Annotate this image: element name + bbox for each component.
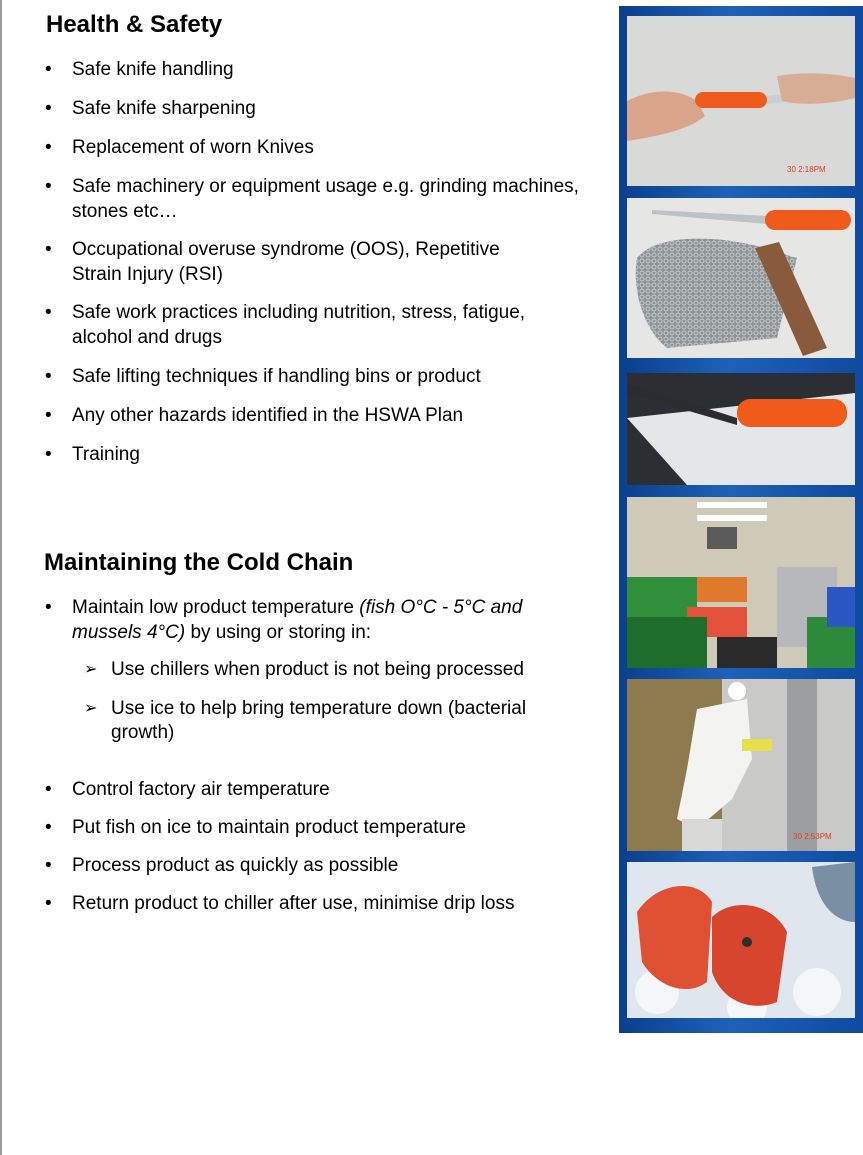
- list-item: • Occupational overuse syndrome (OOS), Repetitive Strain Injury (RSI): [45, 237, 542, 287]
- intro-text: Maintain low product temperature: [72, 597, 360, 618]
- cold-chain-intro: [45, 595, 590, 645]
- knife-on-board-photo: [627, 373, 855, 485]
- photo-timestamp: 30 2:53PM: [793, 832, 832, 841]
- sub-list-item: ➢ Use ice to help bring temperature down (bacterial growth): [84, 697, 564, 745]
- cold-chain-sublist: [84, 658, 564, 745]
- list-item: • Safe knife handling: [45, 57, 620, 82]
- photo-panel: [619, 6, 863, 1033]
- health-safety-heading: Health & Safety: [46, 11, 223, 38]
- temperature-range: (fish O°C - 5°C and mussels 4°C): [72, 597, 523, 643]
- list-item: • Any other hazards identified in the HSWA Plan: [45, 403, 620, 428]
- cold-chain-heading: Maintaining the Cold Chain: [44, 549, 354, 576]
- list-item: • Safe lifting techniques if handling bins or product: [45, 364, 620, 389]
- list-item: • Safe knife sharpening: [45, 96, 620, 121]
- list-item: • Control factory air temperature: [45, 777, 605, 802]
- list-item: • Safe work practices including nutrition, stress, fatigue, alcohol and drugs: [45, 300, 572, 350]
- intro-text-end: by using or storing in:: [185, 622, 372, 643]
- list-item: • Return product to chiller after use, minimise drip loss: [45, 891, 605, 916]
- list-item: [45, 595, 590, 645]
- list-item: • Put fish on ice to maintain product temperature: [45, 815, 605, 840]
- mesh-glove-knife-photo: [627, 198, 855, 358]
- photo-timestamp: 30 2:18PM: [787, 165, 826, 174]
- fish-on-ice-photo: [627, 862, 855, 1018]
- knife-handling-photo: [627, 16, 855, 186]
- cold-chain-list: [45, 777, 605, 916]
- health-safety-list: [45, 57, 620, 467]
- list-item: • Process product as quickly as possible: [45, 853, 605, 878]
- page-left-border: [0, 0, 2, 1155]
- sub-list-item: ➢ Use chillers when product is not being processed: [84, 658, 564, 682]
- list-item: • Safe machinery or equipment usage e.g. grinding machines, stones etc…: [45, 174, 620, 224]
- chiller-room-photo: [627, 497, 855, 668]
- worker-in-chiller-photo: [627, 679, 855, 851]
- list-item: • Training: [45, 442, 620, 467]
- list-item: • Replacement of worn Knives: [45, 135, 620, 160]
